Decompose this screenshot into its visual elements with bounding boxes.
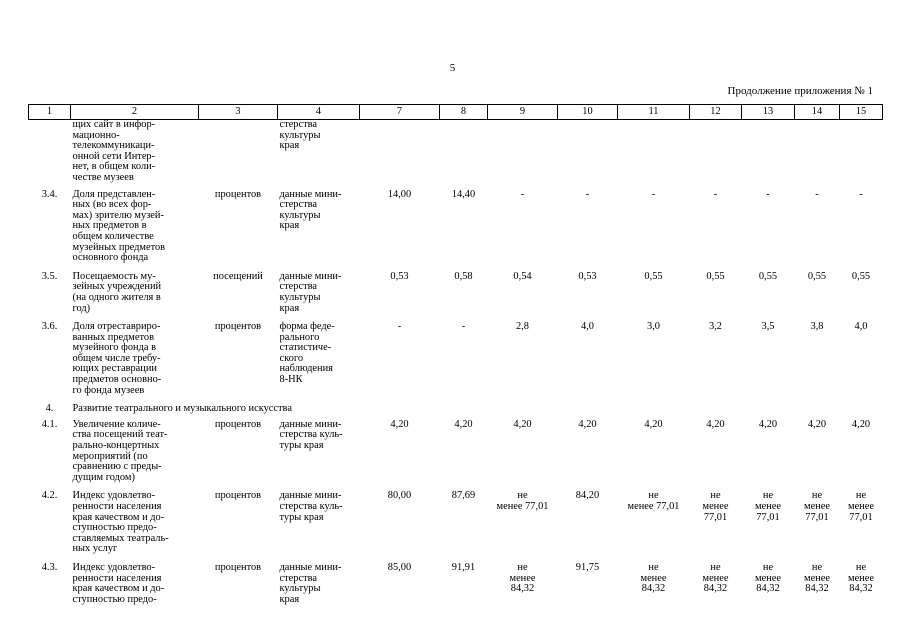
indicator-name-cell: Посещаемость му- зейных учреждений (на одного жителя в год) — [72, 270, 162, 314]
indicator-name-cell: Доля представлен- ных (во всех фор- мах) зрителю музей- ных предметов в общем количестве музейных предметов основного фонда — [72, 188, 166, 264]
header-cell: 14 — [795, 105, 840, 120]
value-cell: 87,69 — [451, 490, 476, 502]
value-cell: 80,00 — [387, 490, 412, 502]
indicator-name-cell: Увеличение количе- ства посещений теат- рально-концертных мероприятий (по сравнению с преды- дущим годом) — [72, 418, 168, 483]
row-number-cell: 3.4. — [41, 188, 58, 200]
indicator-name-cell: Доля отреставриро- ванных предметов музейного фонда в общем числе требу- ющих реставрации предметов основно- го фонда музеев — [72, 321, 162, 396]
value-cell: 0,58 — [454, 270, 473, 282]
value-cell: 91,75 — [575, 561, 600, 573]
value-cell: 4,20 — [454, 418, 473, 430]
value-cell: 0,53 — [390, 270, 409, 282]
header-cell: 2 — [71, 105, 199, 120]
section-number: 4. — [45, 403, 54, 415]
table-row — [29, 420, 883, 492]
unit-cell: процентов — [214, 188, 262, 200]
value-cell: не менее 84,32 — [509, 561, 536, 595]
value-cell: - — [815, 188, 819, 200]
section-title: Развитие театрального и музыкального искусства — [72, 403, 292, 415]
value-cell: не менее 77,01 — [804, 490, 830, 523]
unit-cell: процентов — [214, 561, 262, 573]
value-cell — [690, 120, 742, 190]
value-cell: 4,20 — [513, 418, 532, 430]
header-cell: 10 — [558, 105, 618, 120]
table-row — [29, 322, 883, 404]
value-cell: не менее 77,01 — [627, 490, 680, 512]
unit-cell: посещений — [213, 270, 263, 282]
header-cell: 3 — [199, 105, 278, 120]
value-cell: 4,20 — [758, 418, 778, 430]
value-cell: 4,20 — [851, 418, 871, 430]
value-cell: 3,5 — [761, 321, 775, 333]
indicator-name-cell: щих сайт в инфор- мационно- телекоммуникаци- онной сети Интер- нет, в общем коли- честве музеев — [72, 119, 156, 183]
row-number-cell: 4.3. — [41, 561, 58, 573]
value-cell: 0,55 — [807, 270, 827, 282]
header-cell: 7 — [360, 105, 440, 120]
table-row — [29, 491, 883, 563]
value-cell: 91,91 — [451, 561, 476, 573]
table-row — [29, 120, 883, 190]
value-cell — [618, 120, 690, 190]
table-row — [29, 272, 883, 322]
source-cell: данные мини- стерства культуры края — [279, 561, 342, 605]
value-cell: 4,20 — [807, 418, 827, 430]
unit-cell: процентов — [214, 321, 262, 333]
table-row — [29, 190, 883, 272]
value-cell: не менее 77,01 — [702, 490, 729, 523]
value-cell: не менее 77,01 — [755, 490, 781, 523]
value-cell: 3,8 — [810, 321, 824, 333]
value-cell: 0,55 — [706, 270, 725, 282]
value-cell: - — [585, 188, 590, 200]
value-cell: 0,55 — [644, 270, 663, 282]
value-cell: 14,00 — [387, 188, 412, 200]
value-cell: не менее 84,32 — [804, 561, 830, 595]
value-cell: 0,55 — [758, 270, 778, 282]
source-cell: данные мини- стерства куль- туры края — [279, 418, 343, 452]
value-cell: 4,20 — [390, 418, 409, 430]
value-cell: 4,0 — [854, 321, 868, 333]
value-cell: 3,0 — [647, 321, 660, 333]
value-cell — [840, 120, 883, 190]
header-cell: 9 — [488, 105, 558, 120]
value-cell: 3,2 — [709, 321, 722, 333]
value-cell: не менее 77,01 — [848, 490, 874, 523]
value-cell: 2,8 — [516, 321, 529, 333]
value-cell: не менее 84,32 — [755, 561, 781, 595]
value-cell: 0,55 — [851, 270, 871, 282]
value-cell: 85,00 — [387, 561, 412, 573]
value-cell — [488, 120, 558, 190]
value-cell: - — [766, 188, 770, 200]
unit-cell: процентов — [214, 490, 262, 502]
value-cell: 0,53 — [578, 270, 597, 282]
source-cell: данные мини- стерства культуры края — [279, 188, 342, 232]
value-cell: - — [713, 188, 718, 200]
value-cell: 0,54 — [513, 270, 532, 282]
table-header-row — [29, 105, 883, 120]
indicator-name-cell: Индекс удовлетво- ренности населения края качеством и до- ступностью предо- — [72, 561, 165, 605]
value-cell — [558, 120, 618, 190]
source-cell: стерства культуры края — [279, 119, 321, 152]
unit-cell — [199, 120, 278, 190]
row-number-cell: 3.6. — [41, 321, 58, 333]
value-cell: 14,40 — [451, 188, 476, 200]
value-cell — [742, 120, 795, 190]
indicator-name-cell: Индекс удовлетво- ренности населения края качеством и до- ступностью предо- ставляемых театраль- ных услуг — [72, 490, 169, 555]
value-cell: не менее 84,32 — [640, 561, 667, 595]
row-number-cell: 3.5. — [41, 270, 58, 282]
header-cell: 1 — [29, 105, 71, 120]
value-cell: - — [397, 321, 402, 333]
header-cell: 13 — [742, 105, 795, 120]
source-cell: данные мини- стерства культуры края — [279, 270, 342, 314]
unit-cell: процентов — [214, 418, 262, 430]
row-number-cell: 4.1. — [41, 418, 58, 430]
value-cell — [360, 120, 440, 190]
row-number-cell — [29, 120, 71, 190]
header-cell: 4 — [278, 105, 360, 120]
continuation-label: Продолжение приложения № 1 — [727, 85, 873, 97]
table-row — [29, 563, 883, 613]
value-cell: - — [859, 188, 863, 200]
value-cell: 4,0 — [581, 321, 594, 333]
value-cell: не менее 77,01 — [496, 490, 549, 512]
header-cell: 15 — [840, 105, 883, 120]
value-cell: не менее 84,32 — [702, 561, 729, 595]
value-cell — [795, 120, 840, 190]
indicators-table — [28, 104, 883, 613]
value-cell: 4,20 — [706, 418, 725, 430]
value-cell: 84,20 — [575, 490, 600, 502]
value-cell: - — [520, 188, 525, 200]
value-cell: 4,20 — [644, 418, 663, 430]
header-cell: 11 — [618, 105, 690, 120]
header-cell: 12 — [690, 105, 742, 120]
row-number-cell: 4.2. — [41, 490, 58, 502]
value-cell: 4,20 — [578, 418, 597, 430]
value-cell: не менее 84,32 — [848, 561, 874, 595]
header-cell: 8 — [440, 105, 488, 120]
value-cell — [440, 120, 488, 190]
source-cell: форма феде- рального статистиче- ского наблюдения 8-НК — [279, 321, 335, 386]
source-cell: данные мини- стерства куль- туры края — [279, 490, 343, 523]
section-row — [29, 404, 883, 420]
value-cell: - — [651, 188, 656, 200]
page-number: 5 — [449, 62, 456, 74]
value-cell: - — [461, 321, 466, 333]
